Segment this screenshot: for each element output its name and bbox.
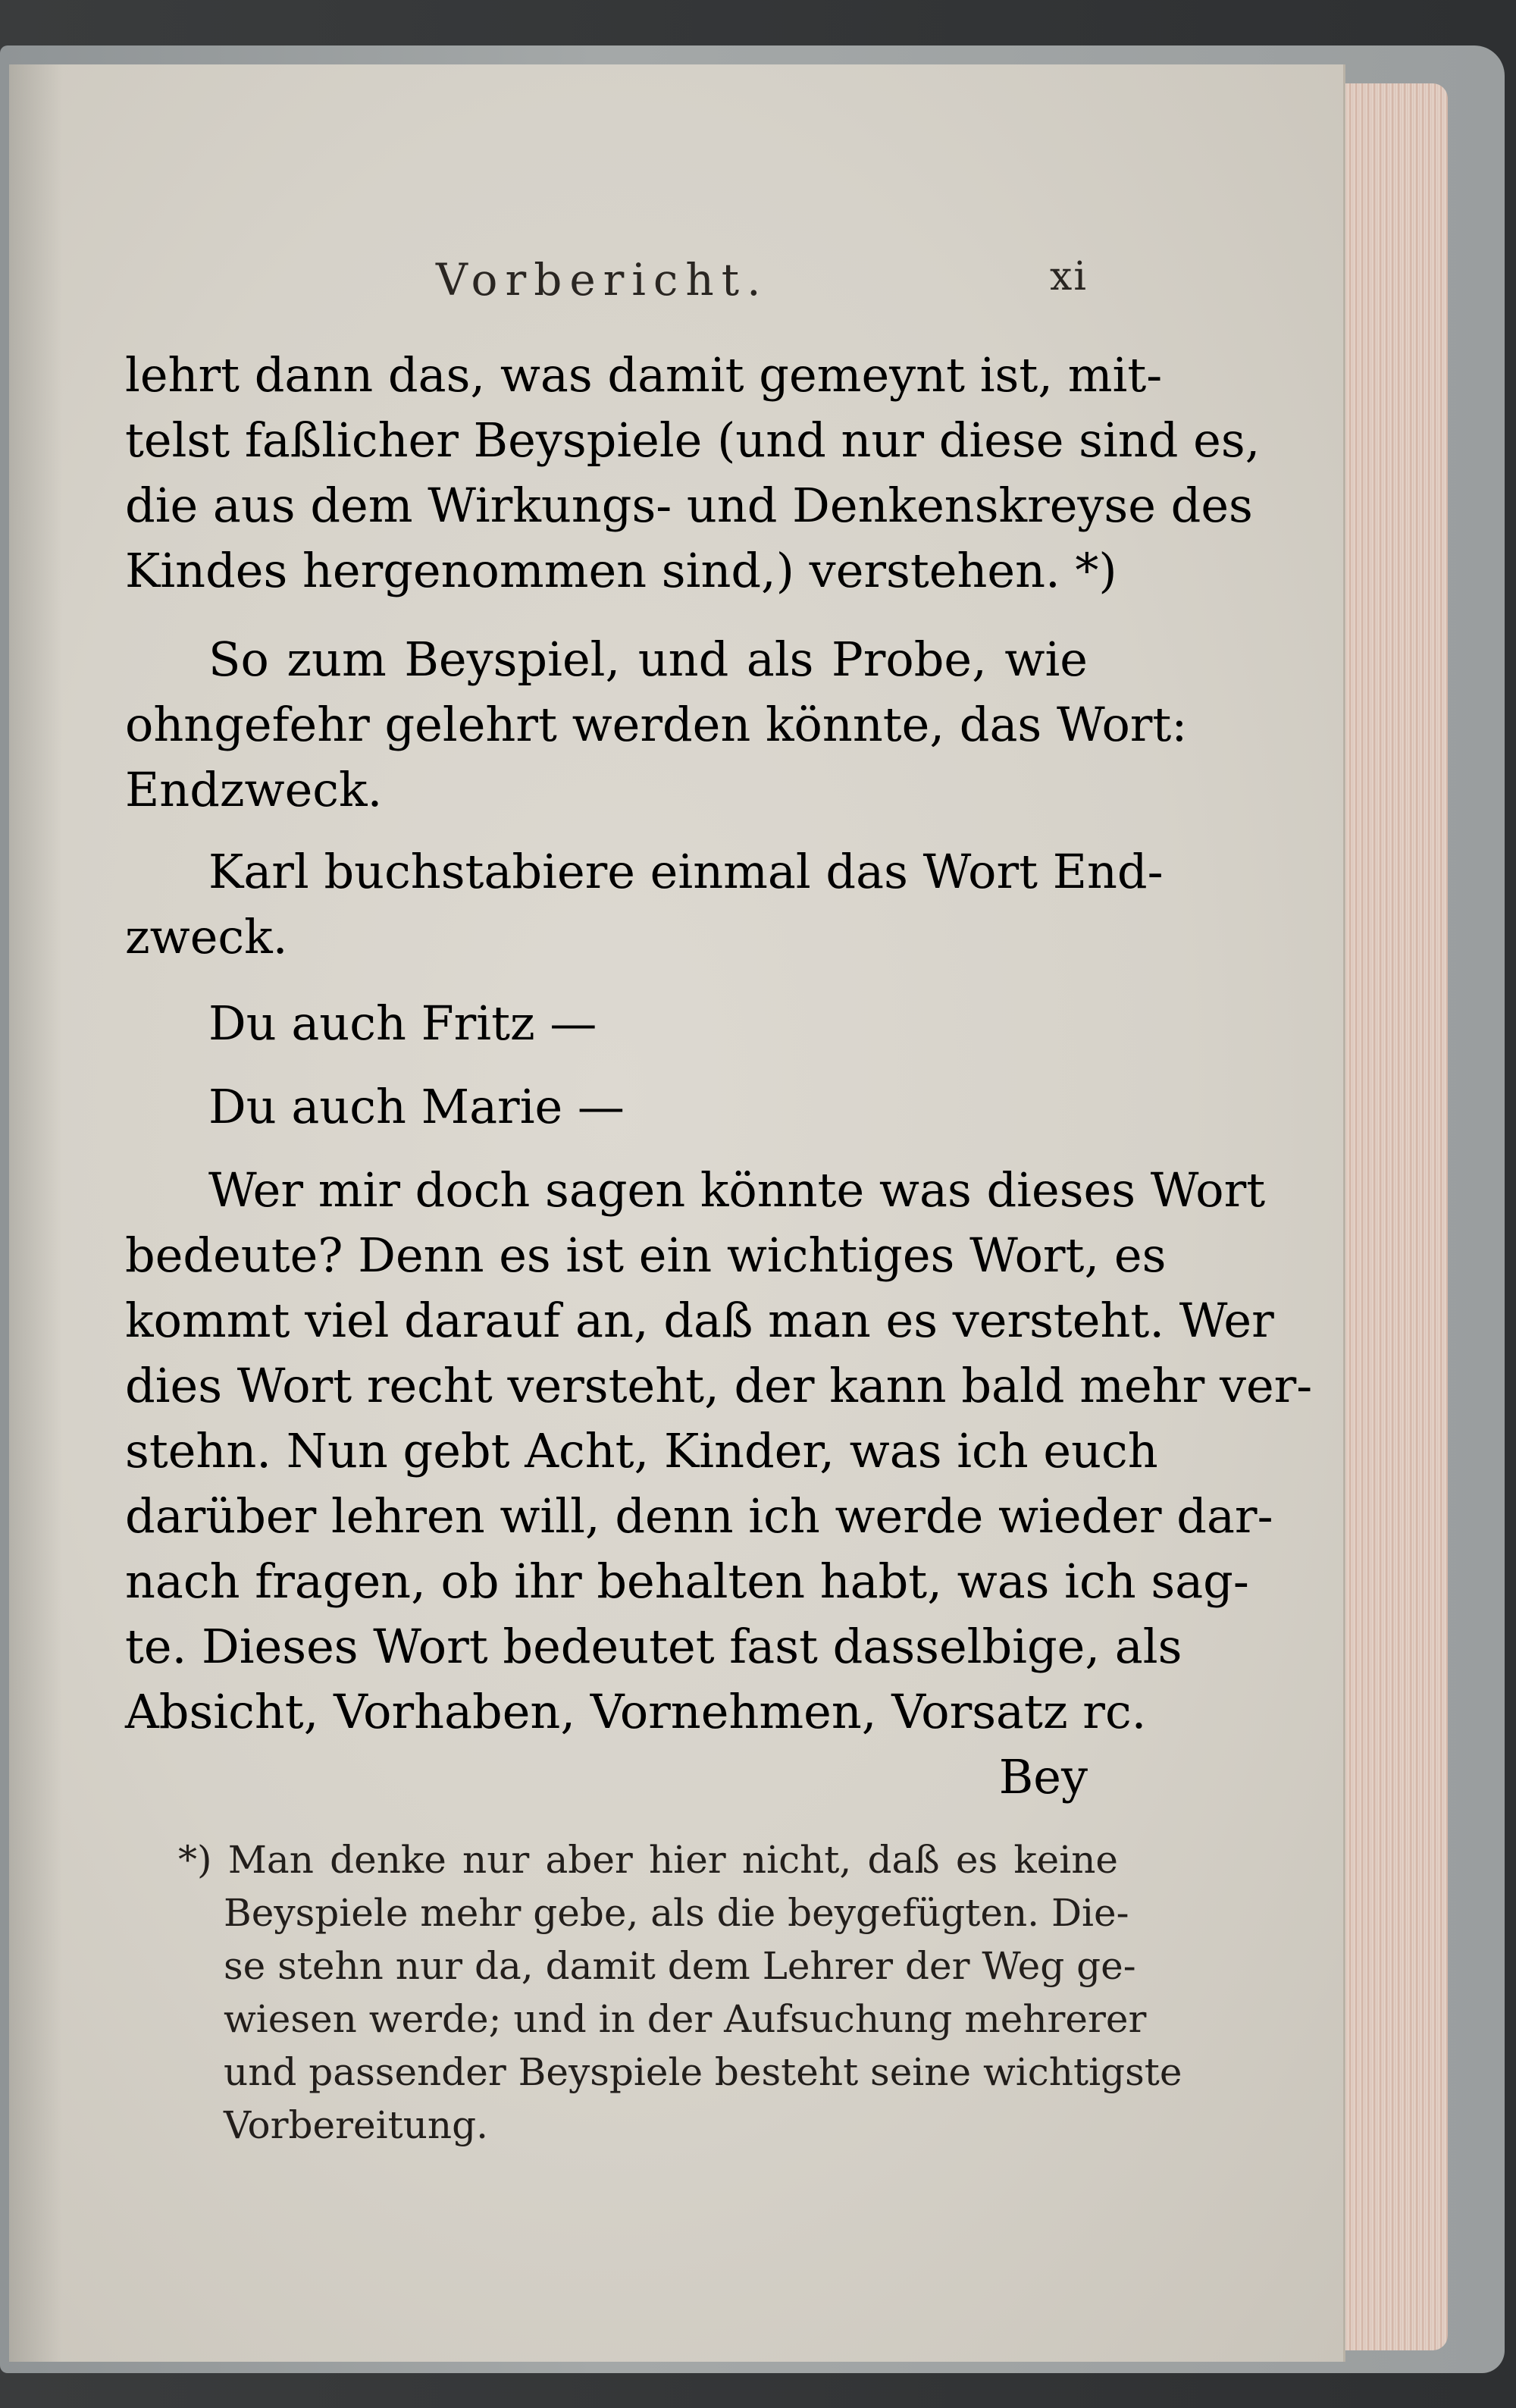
body-line: darüber lehren will, denn ich werde wieder dar- [125, 1488, 1273, 1544]
body-line: lehrt dann das, was damit gemeynt ist, mit- [125, 347, 1163, 403]
catchword: Bey [998, 1749, 1088, 1804]
footnote-line: Vorbereitung. [224, 2103, 488, 2147]
footnote-line: se stehn nur da, damit dem Lehrer der Weg ge- [224, 1944, 1136, 1988]
body-line: nach fragen, ob ihr behalten habt, was ich sag- [125, 1554, 1249, 1609]
footnote-line: wiesen werde; und in der Aufsuchung mehrerer [224, 1997, 1147, 2041]
body-line: Wer mir doch sagen könnte was dieses Wort [208, 1162, 1266, 1218]
body-line: die aus dem Wirkungs- und Denkenskreyse des [125, 478, 1253, 533]
footnote-line: Beyspiele mehr gebe, als die beygefügten. Die- [224, 1891, 1129, 1935]
body-line: Du auch Fritz — [208, 995, 597, 1051]
body-line: bedeute? Denn es ist ein wichtiges Wort, es [125, 1228, 1167, 1283]
body-line: zweck. [125, 909, 288, 964]
body-line: kommt viel darauf an, daß man es versteht. Wer [125, 1293, 1274, 1348]
body-line: Du auch Marie — [208, 1079, 625, 1134]
body-line: te. Dieses Wort bedeutet fast dasselbige, als [125, 1619, 1182, 1674]
body-line: dies Wort recht versteht, der kann bald mehr ver- [125, 1358, 1313, 1413]
body-line: Absicht, Vorhaben, Vornehmen, Vorsatz rc. [125, 1684, 1147, 1739]
body-line: So zum Beyspiel, und als Probe, wie [208, 632, 1088, 687]
page-number: xi [1050, 254, 1088, 299]
footnote-line: *) Man denke nur aber hier nicht, daß es keine [178, 1838, 1118, 1882]
body-line: telst faßlicher Beyspiele (und nur diese sind es, [125, 412, 1261, 468]
body-line: ohngefehr gelehrt werden könnte, das Wort: [125, 697, 1188, 752]
body-line: Karl buchstabiere einmal das Wort End- [208, 844, 1164, 899]
header-title: Vorbericht. [436, 254, 769, 306]
gutter-shadow [9, 64, 62, 2362]
running-header [436, 254, 1088, 315]
body-line: stehn. Nun gebt Acht, Kinder, was ich euch [125, 1423, 1158, 1478]
body-line: Endzweck. [125, 762, 383, 817]
page-edges [1334, 83, 1448, 2350]
footnote-line: und passender Beyspiele besteht seine wichtigste [224, 2050, 1182, 2094]
body-line: Kindes hergenommen sind,) verstehen. *) [125, 543, 1117, 598]
